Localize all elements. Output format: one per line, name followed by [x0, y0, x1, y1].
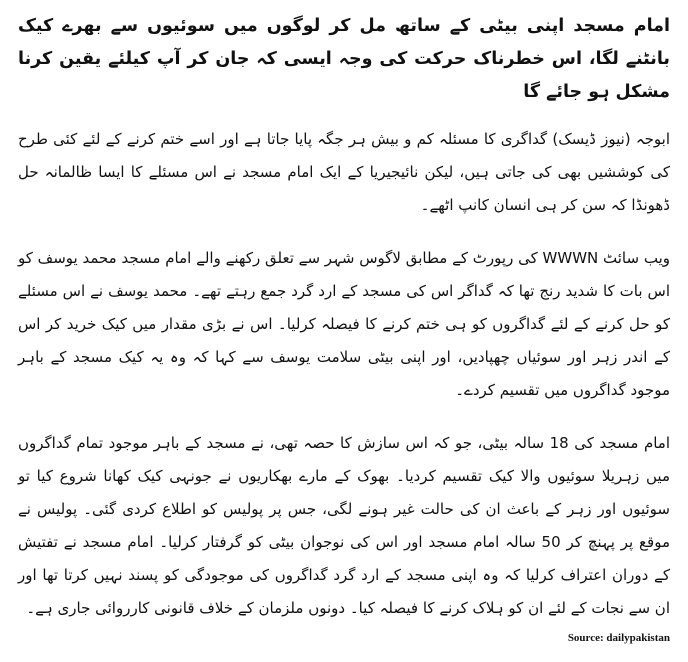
- article-body: [18, 10, 670, 625]
- headline: امام مسجد اپنی بیٹی کے ساتھ مل کر لوگوں میں سوئیوں سے بھرے کیک بانٹنے لگا، اس خطرناک حرکت کی وجہ ایسی کہ جان کر آپ کیلئے یقین کرنا مشکل ہو جائے گا: [18, 16, 670, 102]
- source-credit: Source: dailypakistan: [567, 632, 670, 644]
- paragraph-intro: ابوجہ (نیوز ڈیسک) گداگری کا مسئلہ کم و بیش ہر جگہ پایا جاتا ہے اور اسے ختم کرنے کے لئے کئی طرح کی کوششیں بھی کی جاتی ہیں، لیکن نائیجیریا کے ایک امام مسجد نے اس مسئلے کا ایسا ظالمانہ حل ڈھونڈا کہ سن کر ہی انسان کانپ اٹھے۔: [18, 130, 670, 214]
- paragraph-arrest: امام مسجد کی 18 سالہ بیٹی، جو کہ اس سازش کا حصہ تھی، نے مسجد کے باہر موجود تمام گداگروں میں زہریلا سوئیوں والا کیک تقسیم کردیا۔ بھوک کے مارے بھکاریوں نے جونہی کیک کھانا شروع کیا تو سوئیوں اور زہر کے باعث ان کی حالت غیر ہونے لگی، جس پر پولیس کو اطلاع کردی گئی۔ پولیس نے موقع پر پہنچ کر 50 سالہ امام مسجد اور اس کی نوجوان بیٹی کو گرفتار کرلیا۔ امام مسجد نے تفتیش کے دوران اعتراف کرلیا کہ وہ اپنی مسجد کے ارد گرد گداگروں کی موجودگی کو پسند نہیں کرتا تھا اور ان سے نجات کے لئے ان کو ہلاک کرنے کا فیصلہ کیا۔ دونوں ملزمان کے خلاف قانونی کارروائی جاری ہے۔: [18, 434, 671, 617]
- paragraph-report: ویب سائٹ WWWN کی رپورٹ کے مطابق لاگوس شہر سے تعلق رکھنے والے امام مسجد محمد یوسف کو اس بات کا شدید رنج تھا کہ گداگر اس کی مسجد کے ارد گرد جمع رہتے تھے۔ محمد یوسف نے اس مسئلے کو حل کرنے کے لئے گداگروں کو ہی ختم کرنے کا فیصلہ کرلیا۔ اس نے بڑی مقدار میں کیک خرید کر اس کے اندر زہر اور سوئیاں چھپادیں، اور اپنی بیٹی سلامت یوسف سے کہا کہ وہ یہ کیک مسجد کے باہر موجود گداگروں میں تقسیم کردے۔: [18, 249, 670, 399]
